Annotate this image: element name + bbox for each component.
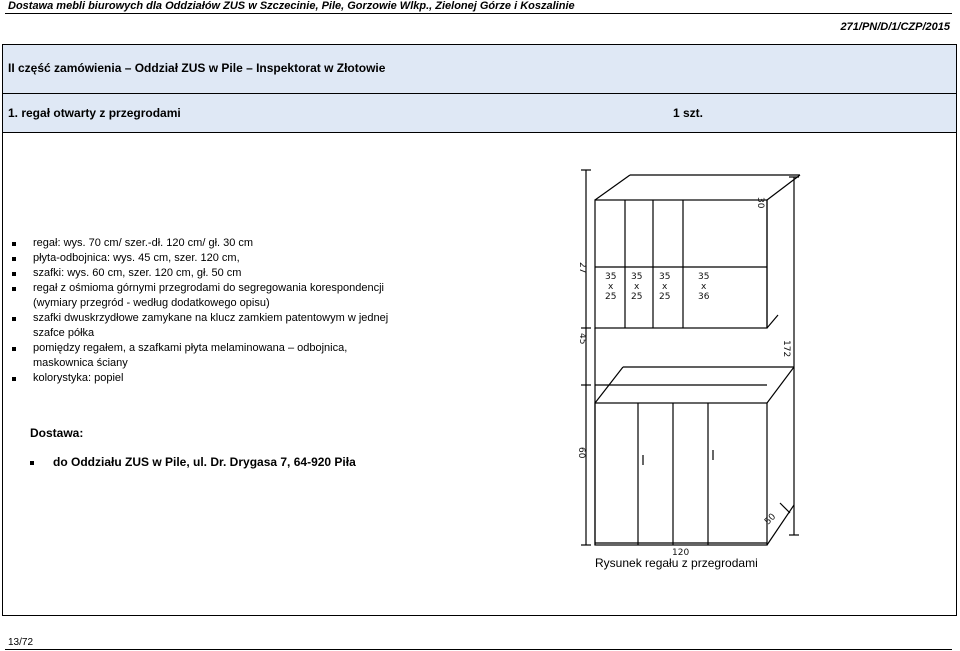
list-item: regał: wys. 70 cm/ szer.-dł. 120 cm/ gł. 30 cm (10, 236, 405, 251)
times-mark: x (634, 282, 640, 292)
list-item: szafki: wys. 60 cm, szer. 120 cm, gł. 50 cm (10, 266, 405, 281)
footer-divider (5, 649, 952, 650)
label-bottom-height: 60 (576, 447, 586, 459)
compartment-2-label-b: 25 (631, 292, 643, 302)
list-item: szafki dwuskrzydłowe zamykane na klucz zamkiem patentowym w jednej szafce półka (10, 311, 405, 341)
specification-list (10, 236, 405, 386)
label-top-depth: 30 (755, 197, 765, 209)
list-item: regał z ośmioma górnymi przegrodami do segregowania korespondencji (wymiary przegród - według dodatkowego opisu) (10, 281, 405, 311)
document-reference-code: 271/PN/D/1/CZP/2015 (840, 21, 950, 33)
shelf-sketch-lines (581, 170, 800, 545)
list-item: płyta-odbojnica: wys. 45 cm, szer. 120 cm, (10, 251, 405, 266)
drawing-caption: Rysunek regału z przegrodami (595, 556, 758, 570)
list-item: pomiędzy regałem, a szafkami płyta melaminowana – odbojnica, maskownica ściany (10, 341, 405, 371)
times-mark: x (662, 282, 668, 292)
compartment-4-label-b: 36 (698, 292, 710, 302)
delivery-address: do Oddziału ZUS w Pile, ul. Dr. Drygasa 7, 64-920 Piła (10, 455, 356, 469)
shelf-drawing (568, 165, 808, 557)
list-item: kolorystyka: popiel (10, 371, 405, 386)
compartment-2-label-a: 35 (631, 272, 643, 282)
item-quantity: 1 szt. (673, 106, 704, 120)
label-width: 120 (672, 548, 690, 557)
label-middle-height: 45 (577, 333, 587, 345)
page-number: 13/72 (8, 637, 34, 648)
label-top-height: 27 (577, 262, 587, 274)
times-mark: x (608, 282, 614, 292)
compartment-1-label-b: 25 (605, 292, 617, 302)
delivery-list (10, 455, 356, 469)
compartment-1-label-a: 35 (605, 272, 617, 282)
document-header-title: Dostawa mebli biurowych dla Oddziałów ZUS w Szczecinie, Pile, Gorzowie Wlkp., Zielonej Górze i Koszalinie (8, 0, 575, 12)
label-bottom-depth: 50 (763, 511, 779, 528)
item-name: 1. regał otwarty z przegrodami (8, 106, 181, 120)
header-divider (5, 13, 952, 14)
compartment-3-label-a: 35 (659, 272, 671, 282)
delivery-label: Dostawa: (30, 426, 84, 440)
compartment-4-label-a: 35 (698, 272, 710, 282)
compartment-3-label-b: 25 (659, 292, 671, 302)
label-total-height: 172 (781, 340, 791, 358)
times-mark: x (701, 282, 707, 292)
section-title: II część zamówienia – Oddział ZUS w Pile – Inspektorat w Złotowie (8, 61, 386, 75)
